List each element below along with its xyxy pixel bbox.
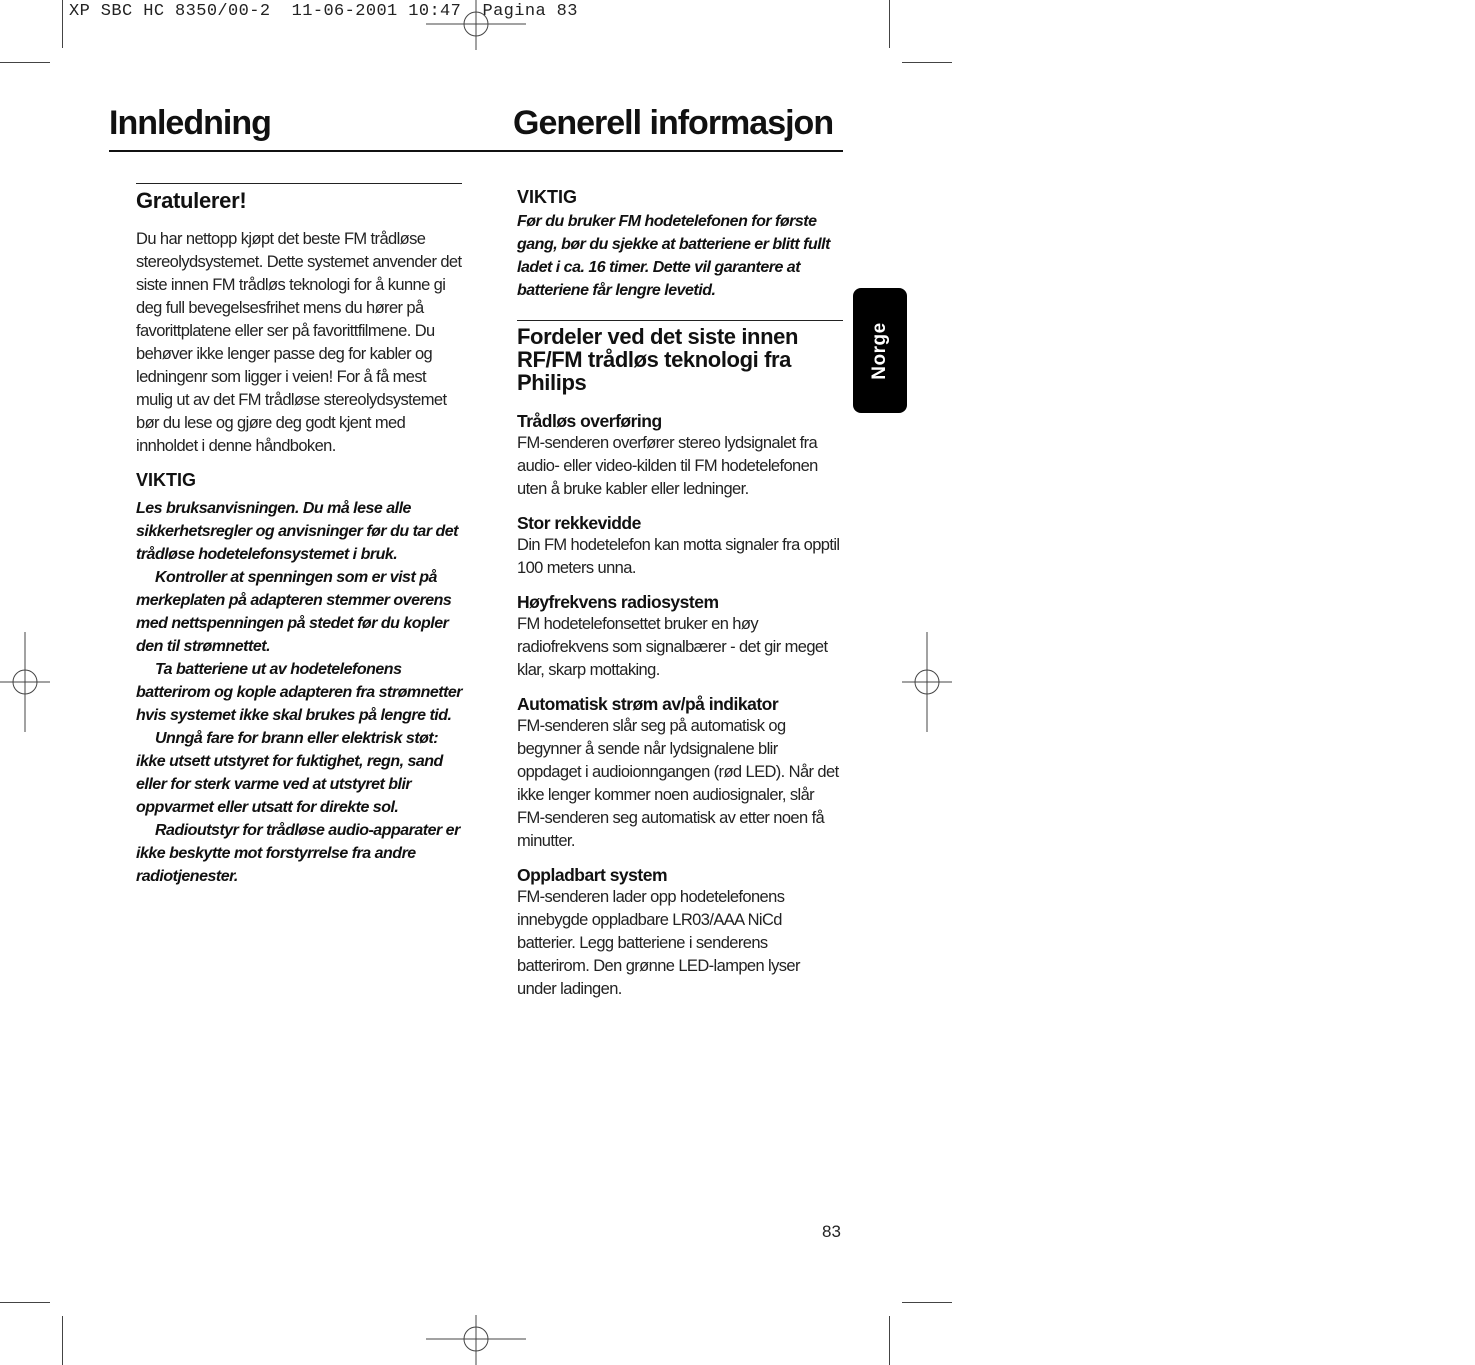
left-column xyxy=(136,183,462,888)
feature-title: Høyfrekvens radiosystem xyxy=(517,592,719,612)
print-slug: XP SBC HC 8350/00-2 11-06-2001 10:47 Pagina 83 xyxy=(69,2,578,21)
crop-mark xyxy=(889,1316,890,1365)
feature-block xyxy=(517,693,843,853)
feature-title: Stor rekkevidde xyxy=(517,513,641,533)
crop-mark xyxy=(902,1302,952,1303)
page-number: 83 xyxy=(822,1222,841,1241)
warning-paragraph: Les bruksanvisningen. Du må lese alle sikkerhetsregler og anvisninger før du tar det trådløse hodetelefonsystemet i bruk. xyxy=(136,500,458,563)
page-title-right: Generell informasjon xyxy=(513,104,834,142)
registration-mark-icon xyxy=(426,1315,526,1365)
title-rule xyxy=(109,150,843,152)
crop-mark xyxy=(902,62,952,63)
warning-paragraph: Kontroller at spenningen som er vist på merkeplaten på adapteren stemmer overens med nettspenningen på stedet før du kopler den til strømnettet. xyxy=(136,569,452,655)
language-tab-label: Norge xyxy=(869,321,890,380)
intro-paragraph: Du har nettopp kjøpt det beste FM trådløse stereolydsystemet. Dette systemet anvender det siste innen FM trådløs teknologi for å kunne gi deg full bevegelsesfrihet mens du hører på favorittplatene eller ser på favorittfilmene. Du behøver ikke lenger passe deg for kabler og ledningenr som ligger i veien! For å få mest mulig ut av det FM trådløse stereolydsystemet bør du lese og gjøre deg godt kjent med innholdet i denne håndboken. xyxy=(136,230,462,455)
feature-title: Trådløs overføring xyxy=(517,411,662,431)
feature-text: FM-senderen slår seg på automatisk og begynner å sende når lydsignalene blir oppdaget i audioionngangen (rød LED). Når det ikke lenger kommer noen audiosignaler, slår FM-senderen seg automatisk av etter noen få minutter. xyxy=(517,717,839,850)
warning-paragraph: Ta batteriene ut av hodetelefonens batterirom og kople adapteren fra strømnetter hvis systemet ikke skal brukes på lengre tid. xyxy=(136,661,463,724)
feature-text: FM-senderen overfører stereo lydsignalet fra audio- eller video-kilden til FM hodetelefonen uten å bruke kabler eller ledninger. xyxy=(517,434,818,498)
warning-paragraph: Radioutstyr for trådløse audio-apparater er ikke beskytte mot forstyrrelse fra andre radiotjenester. xyxy=(136,822,460,885)
feature-text: FM-senderen lader opp hodetelefonens innebygde oppladbare LR03/AAA NiCd batterier. Legg batteriene i senderens batterirom. Den grønne LED-lampen lyser under ladingen. xyxy=(517,888,800,998)
language-tab xyxy=(853,288,907,413)
feature-block xyxy=(517,864,843,1001)
warning-paragraph: Unngå fare for brann eller elektrisk støt: ikke utsett utstyret for fuktighet, regn, sand eller for sterk varme ved at utstyret blir oppvarmet eller utsatt for direkte sol. xyxy=(136,730,443,816)
registration-mark-icon xyxy=(0,632,50,732)
feature-title: Automatisk strøm av/på indikator xyxy=(517,694,779,714)
crop-mark xyxy=(0,1302,50,1303)
feature-text: FM hodetelefonsettet bruker en høy radiofrekvens som signalbærer - det gir meget klar, skarp mottaking. xyxy=(517,615,828,679)
crop-mark xyxy=(0,62,50,63)
crop-mark xyxy=(62,1316,63,1365)
feature-block xyxy=(517,512,843,580)
important-notice: Før du bruker FM hodetelefonen for første gang, bør du sjekke at batteriene er blitt fullt ladet i ca. 16 timer. Dette vil garantere at batteriene får lengre levetid. xyxy=(517,213,830,299)
section-heading-advantages: Fordeler ved det siste innen RF/FM trådløs teknologi fra Philips xyxy=(517,320,843,394)
crop-mark xyxy=(889,0,890,48)
page-title-left: Innledning xyxy=(109,104,271,142)
important-heading: VIKTIG xyxy=(136,470,197,490)
section-heading-congratulations: Gratulerer! xyxy=(136,183,462,214)
registration-mark-icon xyxy=(426,0,526,50)
feature-title: Oppladbart system xyxy=(517,865,668,885)
important-heading: VIKTIG xyxy=(517,187,578,207)
feature-text: Din FM hodetelefon kan motta signaler fra opptil 100 meters unna. xyxy=(517,536,840,577)
feature-block xyxy=(517,410,843,501)
right-column xyxy=(517,187,843,1001)
crop-mark xyxy=(62,0,63,48)
registration-mark-icon xyxy=(902,632,952,732)
feature-block xyxy=(517,591,843,682)
